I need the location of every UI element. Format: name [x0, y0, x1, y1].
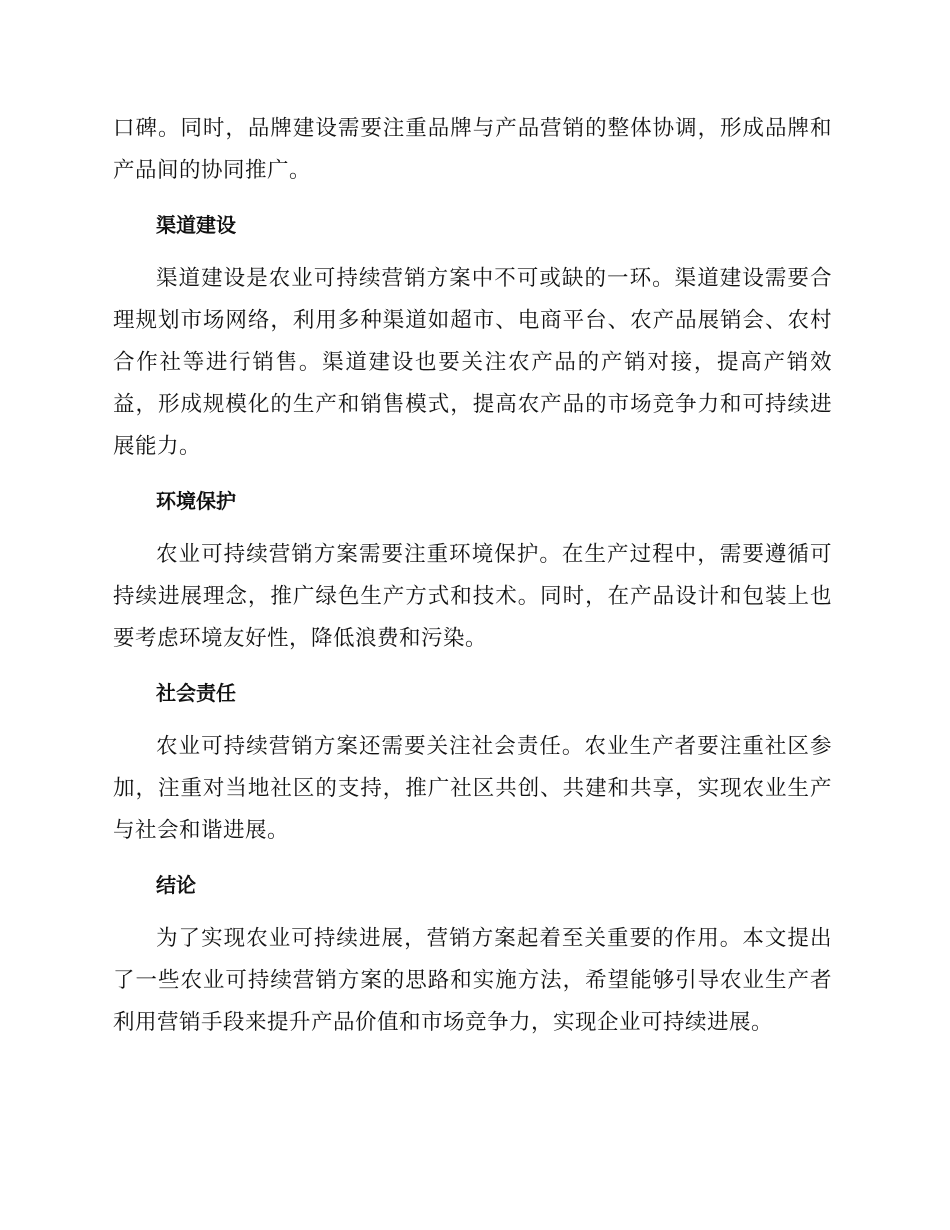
section-body-social: 农业可持续营销方案还需要关注社会责任。农业生产者要注重社区参加，注重对当地社区的支持，推广社区共创、共建和共享，实现农业生产与社会和谐进展。 [113, 734, 832, 843]
section-heading-channel: 渠道建设 [156, 213, 236, 237]
intro-continuation-paragraph: 口碑。同时，品牌建设需要注重品牌与产品营销的整体协调，形成品牌和产品间的协同推广。 [113, 116, 832, 183]
section-heading-social: 社会责任 [156, 681, 236, 705]
section-heading-conclusion: 结论 [156, 873, 196, 897]
section-body-environment: 农业可持续营销方案需要注重环境保护。在生产过程中，需要遵循可持续进展理念，推广绿色生产方式和技术。同时，在产品设计和包装上也要考虑环境友好性，降低浪费和污染。 [113, 542, 832, 651]
section-body-channel: 渠道建设是农业可持续营销方案中不可或缺的一环。渠道建设需要合理规划市场网络，利用多种渠道如超市、电商平台、农产品展销会、农村合作社等进行销售。渠道建设也要关注农产品的产销对接，提高产销效益，形成规模化的生产和销售模式，提高农产品的市场竞争力和可持续进展能力。 [113, 266, 832, 459]
section-heading-environment: 环境保护 [156, 489, 236, 513]
section-body-conclusion: 为了实现农业可持续进展，营销方案起着至关重要的作用。本文提出了一些农业可持续营销方案的思路和实施方法，希望能够引导农业生产者利用营销手段来提升产品价值和市场竞争力，实现企业可持续进展。 [113, 926, 832, 1035]
